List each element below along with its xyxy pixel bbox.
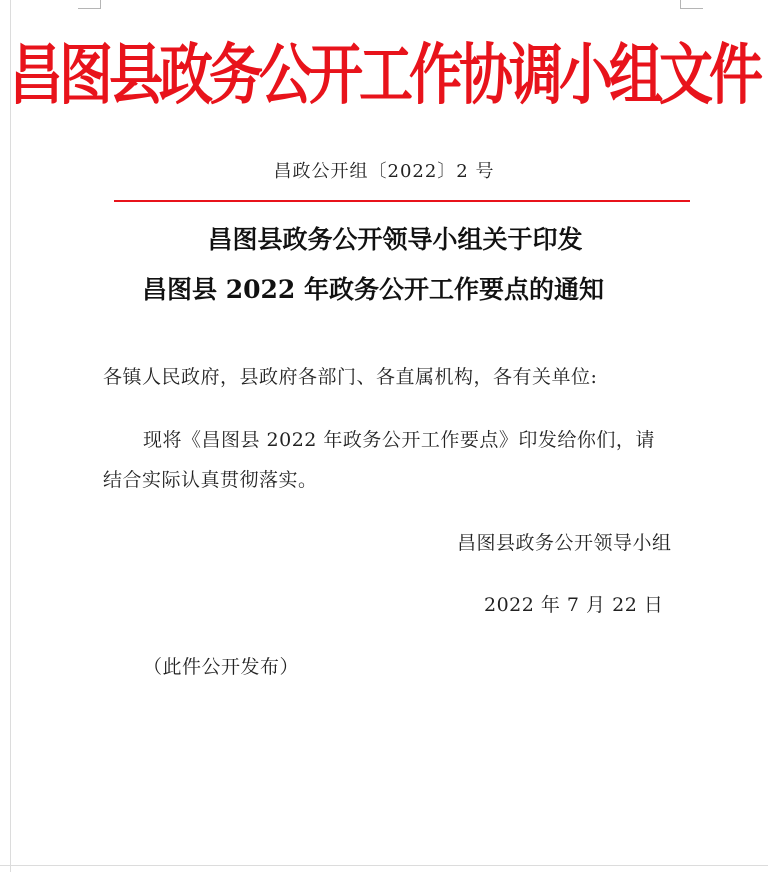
- issue-date: 2022 年 7 月 22 日: [484, 594, 664, 616]
- body-paragraph-line-2: 结合实际认真贯彻落实。: [103, 469, 318, 491]
- notice-title-line-1: 昌图县政务公开领导小组关于印发: [207, 225, 583, 254]
- page-edge-left: [10, 0, 11, 872]
- body-paragraph-line-1: 现将《昌图县 2022 年政务公开工作要点》印发给你们，请: [143, 429, 655, 451]
- crop-mark-top-left: [78, 0, 101, 9]
- crop-mark-top-right: [680, 0, 703, 9]
- release-note: （此件公开发布）: [143, 656, 300, 678]
- document-number: 昌政公开组〔2022〕2 号: [273, 161, 495, 182]
- page-edge-bottom: [0, 865, 768, 866]
- issuer-signature: 昌图县政务公开领导小组: [457, 532, 672, 554]
- notice-title-line-2: 昌图县 2022 年政务公开工作要点的通知: [142, 275, 604, 304]
- red-divider-line: [114, 200, 690, 202]
- salutation: 各镇人民政府，县政府各部门、各直属机构，各有关单位:: [103, 366, 598, 388]
- red-header-title: 昌图县政务公开工作协调小组文件: [9, 35, 759, 114]
